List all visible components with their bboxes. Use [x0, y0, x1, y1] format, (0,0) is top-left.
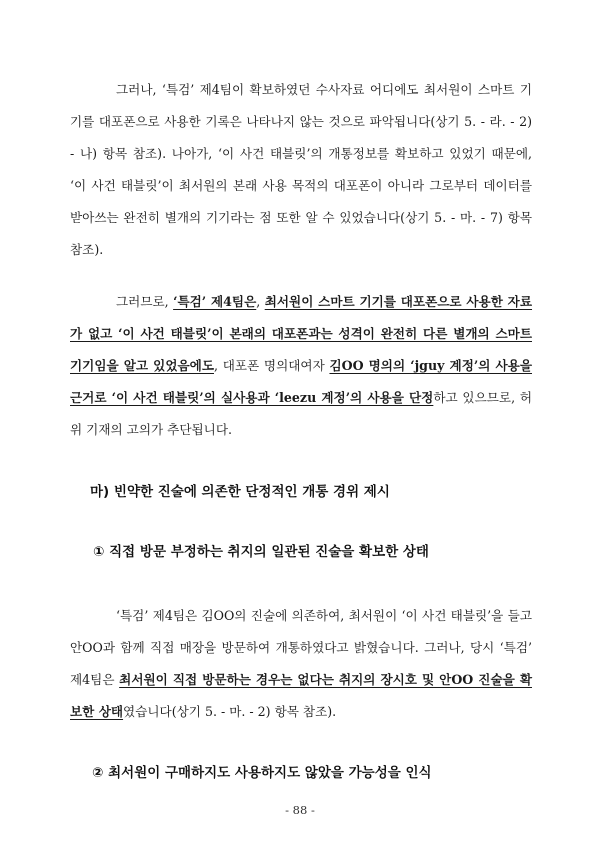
- paragraph-conclusion-intent: [70, 286, 532, 446]
- paragraph-statement-reliance: [70, 600, 532, 728]
- paragraph-text: ,: [256, 294, 265, 309]
- paragraph-text: , 대포폰 명의대여자: [214, 358, 330, 373]
- paragraph-text-lead: 그러므로,: [116, 294, 174, 309]
- page-number: - 88 -: [285, 803, 315, 817]
- subsection-heading-2: ② 최서원이 구매하지도 사용하지도 않았을 가능성을 인식: [92, 765, 432, 781]
- paragraph-tablet-account-findings: [70, 74, 532, 266]
- paragraph-text: 그러나, ‘특검’ 제4팀이 확보하였던 수사자료 어디에도 최서원이 스마트 기기를 대포폰으로 사용한 기록은 나타나지 않는 것으로 파악됩니다(상기 5. - 라. - 2) - 나) 항목 참조). 나아가, ‘이 사건 태블릿’의 개통정보를 확보하고 있었기 때문에, ‘이 사건 태블릿’이 최서원의 본래 사용 목적의 대포폰이 아니라 그로부터 데이터를 받아쓰는 완전히 별개의 기기라는 점 또한 알 수 있었습니다(상기 5. - 마. - 7) 항목 참조).: [70, 82, 532, 257]
- emphasis-account-assertion: 김OO 명의의 ‘jguy 계정’의 사용을 근거로 ‘이 사건 태블릿’의 실사용과 ‘leezu 계정’의 사용을 단정: [70, 358, 532, 405]
- section-heading-ma: 마) 빈약한 진술에 의존한 단정적인 개통 경위 제시: [90, 484, 390, 500]
- emphasis-consistent-statements: 최서원이 직접 방문하는 경우는 없다는 취지의 장시호 및 안OO 진술을 확보한 상태: [70, 672, 532, 719]
- paragraph-text: ‘특검’ 제4팀은 김OO의 진술에 의존하여, 최서원이 ‘이 사건 태블릿’을 들고 안OO과 함께 직접 매장을 방문하여 개통하였다고 밝혔습니다. 그러나, 당시 ‘특검’ 제4팀은: [70, 608, 532, 687]
- paragraph-text-tail: 였습니다(상기 5. - 마. - 2) 항목 참조).: [123, 704, 337, 719]
- paragraph-text-tail: 하고 있으므로, 허위 기재의 고의가 추단됩니다.: [70, 390, 533, 437]
- emphasis-special-counsel-team: ‘특검’ 제4팀은: [173, 294, 257, 309]
- emphasis-knowledge-of-device: 최서원이 스마트 기기를 대포폰으로 사용한 자료가 없고 ‘이 사건 태블릿’이 본래의 대포폰과는 성격이 완전히 다른 별개의 스마트 기기임을 알고 있었음에도: [70, 294, 533, 373]
- subsection-heading-1: ① 직접 방문 부정하는 취지의 일관된 진술을 확보한 상태: [93, 544, 429, 560]
